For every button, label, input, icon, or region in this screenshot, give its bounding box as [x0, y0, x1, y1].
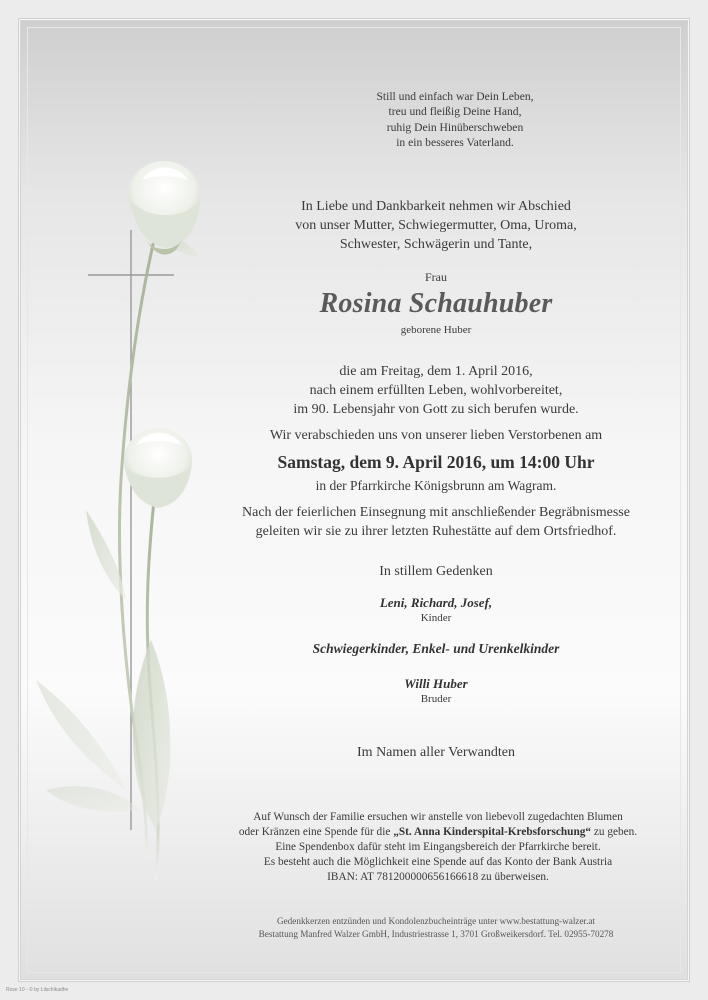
- leaf: [46, 786, 141, 812]
- ceremony-text: [226, 503, 646, 541]
- intro-line: In Liebe und Dankbarkeit nehmen wir Abschied: [301, 199, 571, 214]
- leaf: [133, 640, 171, 830]
- footer-line: Gedenkkerzen entzünden und Kondolenzbucheinträge unter www.bestattung-walzer.at: [276, 916, 596, 926]
- donation-line: Eine Spendenbox dafür steht im Eingangsbereich der Pfarrkirche bereit.: [275, 841, 601, 853]
- children-relation: Kinder: [420, 612, 452, 624]
- upper-rose: [128, 161, 200, 255]
- footer-line: Bestattung Manfred Walzer GmbH, Industriestrasse 1, 3701 Großweikersdorf. Tel. 02955-70278: [258, 929, 614, 939]
- poem-line: Still und einfach war Dein Leben,: [376, 90, 534, 103]
- poem-line: ruhig Dein Hinüberschweben: [386, 120, 524, 134]
- death-notice-line: die am Freitag, dem 1. April 2016,: [339, 364, 533, 379]
- maiden-name: geborene Huber: [400, 324, 472, 336]
- brother-name: Willi Huber: [404, 676, 468, 691]
- rose-cross-decoration: [26, 140, 236, 900]
- leaf: [36, 680, 126, 790]
- charity-name: „St. Anna Kinderspital-Krebsforschung“: [393, 826, 592, 838]
- ceremony-line: geleiten wir sie zu ihrer letzten Ruhestätte auf dem Ortsfriedhof.: [255, 524, 617, 539]
- donation-text: oder Kränzen eine Spende für die: [238, 826, 394, 838]
- donation-request: [196, 810, 680, 885]
- donation-line: [196, 825, 680, 840]
- intro-line: Schwester, Schwägerin und Tante,: [339, 237, 533, 252]
- donation-line: IBAN: AT 781200000656166618 zu überweisen.: [327, 871, 549, 883]
- children-names: Leni, Richard, Josef,: [379, 595, 493, 610]
- poem-line: in ein besseres Vaterland.: [396, 136, 514, 150]
- extended-family: Schwiegerkinder, Enkel- und Urenkelkinder: [312, 641, 560, 656]
- death-notice-line: im 90. Lebensjahr von Gott zu sich berufen wurde.: [293, 402, 579, 417]
- death-notice-line: nach einem erfüllten Leben, wohlvorbereitet,: [309, 383, 563, 398]
- donation-text: zu geben.: [591, 826, 638, 838]
- relatives-line: Im Namen aller Verwandten: [357, 745, 515, 760]
- deceased-name: Rosina Schauhuber: [319, 288, 553, 319]
- poem: [340, 89, 570, 151]
- ceremony-line: Nach der feierlichen Einsegnung mit anschließender Begräbnismesse: [242, 505, 630, 520]
- lower-rose: [124, 428, 192, 508]
- image-credit: Rose 10 - © by Lilschikadhe: [6, 987, 69, 993]
- church-location: in der Pfarrkirche Königsbrunn am Wagram.: [315, 478, 557, 493]
- intro-line: von unser Mutter, Schwiegermutter, Oma, Uroma,: [295, 218, 577, 233]
- donation-line: Es besteht auch die Möglichkeit eine Spende auf das Konto der Bank Austria: [263, 856, 613, 868]
- service-date: Samstag, dem 9. April 2016, um 14:00 Uhr: [277, 452, 595, 472]
- poem-line: treu und fleißig Deine Hand,: [388, 105, 522, 119]
- memory-heading: In stillem Gedenken: [379, 564, 493, 579]
- salutation: Frau: [425, 270, 447, 284]
- brother-relation: Bruder: [420, 693, 452, 705]
- farewell-intro: Wir verabschieden uns von unserer lieben Verstorbenen am: [269, 428, 603, 443]
- intro-text: [226, 197, 646, 254]
- donation-line: Auf Wunsch der Familie ersuchen wir anstelle von liebevoll zugedachten Blumen: [253, 811, 623, 823]
- death-notice: [226, 362, 646, 419]
- funeral-home-footer: [226, 915, 646, 941]
